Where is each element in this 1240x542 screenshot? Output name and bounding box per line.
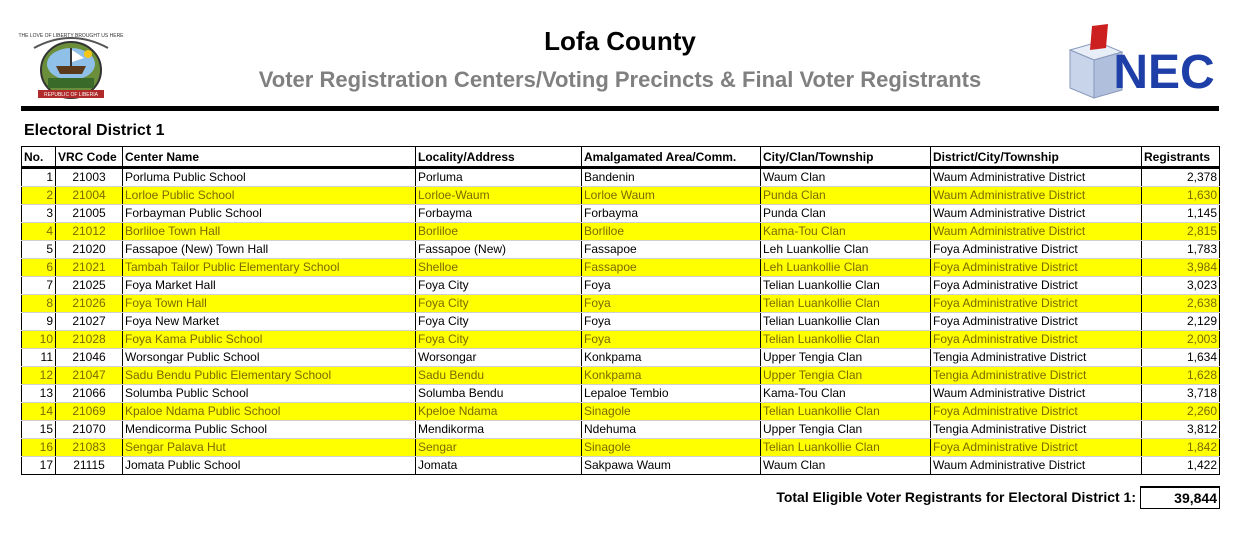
cell-no: 5 [22, 241, 56, 259]
cell-vrc-code: 21020 [56, 241, 123, 259]
cell-city-clan: Upper Tengia Clan [761, 367, 931, 385]
cell-amalgamated-area: Forbayma [582, 205, 761, 223]
cell-registrants: 2,260 [1142, 403, 1220, 421]
cell-vrc-code: 21083 [56, 439, 123, 457]
cell-no: 9 [22, 313, 56, 331]
page-title: Lofa County [544, 26, 696, 56]
cell-registrants: 1,842 [1142, 439, 1220, 457]
cell-amalgamated-area: Fassapoe [582, 259, 761, 277]
cell-registrants: 3,984 [1142, 259, 1220, 277]
cell-center-name: Foya Market Hall [123, 277, 416, 295]
cell-city-clan: Upper Tengia Clan [761, 349, 931, 367]
table-row [22, 187, 1220, 205]
cell-district: Waum Administrative District [931, 187, 1142, 205]
cell-district: Foya Administrative District [931, 295, 1142, 313]
cell-no: 11 [22, 349, 56, 367]
cell-registrants: 3,812 [1142, 421, 1220, 439]
cell-locality: Foya City [416, 313, 582, 331]
cell-no: 4 [22, 223, 56, 241]
seal-motto: THE LOVE OF LIBERTY BROUGHT US HERE [18, 33, 124, 39]
table-header-row [22, 147, 1220, 168]
cell-center-name: Sadu Bendu Public Elementary School [123, 367, 416, 385]
column-header-center-name: Center Name [123, 147, 416, 168]
cell-locality: Mendikorma [416, 421, 582, 439]
cell-center-name: Foya Kama Public School [123, 331, 416, 349]
cell-city-clan: Punda Clan [761, 205, 931, 223]
cell-city-clan: Leh Luankollie Clan [761, 259, 931, 277]
cell-city-clan: Kama-Tou Clan [761, 385, 931, 403]
cell-vrc-code: 21004 [56, 187, 123, 205]
nec-logo-icon [1064, 24, 1215, 104]
cell-vrc-code: 21026 [56, 295, 123, 313]
table-row [22, 439, 1220, 457]
cell-vrc-code: 21005 [56, 205, 123, 223]
cell-district: Waum Administrative District [931, 457, 1142, 475]
table-row [22, 403, 1220, 421]
cell-amalgamated-area: Bandenin [582, 168, 761, 187]
table-row [22, 349, 1220, 367]
cell-no: 6 [22, 259, 56, 277]
cell-amalgamated-area: Lorloe Waum [582, 187, 761, 205]
cell-vrc-code: 21069 [56, 403, 123, 421]
cell-no: 7 [22, 277, 56, 295]
table-row [22, 457, 1220, 475]
cell-district: Tengia Administrative District [931, 421, 1142, 439]
cell-district: Tengia Administrative District [931, 349, 1142, 367]
cell-no: 15 [22, 421, 56, 439]
cell-locality: Kpeloe Ndama [416, 403, 582, 421]
cell-district: Foya Administrative District [931, 331, 1142, 349]
column-header-locality: Locality/Address [416, 147, 582, 168]
cell-locality: Solumba Bendu [416, 385, 582, 403]
cell-district: Waum Administrative District [931, 223, 1142, 241]
cell-locality: Sadu Bendu [416, 367, 582, 385]
cell-no: 13 [22, 385, 56, 403]
registration-table [21, 146, 1220, 475]
cell-vrc-code: 21021 [56, 259, 123, 277]
district-heading: Electoral District 1 [24, 122, 165, 139]
table-row [22, 313, 1220, 331]
cell-registrants: 3,023 [1142, 277, 1220, 295]
cell-registrants: 2,129 [1142, 313, 1220, 331]
cell-center-name: Tambah Tailor Public Elementary School [123, 259, 416, 277]
cell-amalgamated-area: Konkpama [582, 367, 761, 385]
cell-registrants: 1,634 [1142, 349, 1220, 367]
cell-locality: Worsongar [416, 349, 582, 367]
cell-city-clan: Telian Luankollie Clan [761, 277, 931, 295]
cell-amalgamated-area: Sakpawa Waum [582, 457, 761, 475]
page-subtitle: Voter Registration Centers/Voting Precincts & Final Voter Registrants [258, 67, 982, 92]
cell-center-name: Lorloe Public School [123, 187, 416, 205]
cell-amalgamated-area: Sinagole [582, 403, 761, 421]
cell-no: 3 [22, 205, 56, 223]
cell-no: 2 [22, 187, 56, 205]
cell-locality: Borliloe [416, 223, 582, 241]
cell-registrants: 3,718 [1142, 385, 1220, 403]
cell-registrants: 1,783 [1142, 241, 1220, 259]
column-header-city-clan: City/Clan/Township [761, 147, 931, 168]
cell-amalgamated-area: Foya [582, 295, 761, 313]
table-row [22, 277, 1220, 295]
cell-amalgamated-area: Konkpama [582, 349, 761, 367]
cell-center-name: Jomata Public School [123, 457, 416, 475]
cell-district: Waum Administrative District [931, 385, 1142, 403]
cell-vrc-code: 21028 [56, 331, 123, 349]
cell-center-name: Porluma Public School [123, 168, 416, 187]
cell-center-name: Solumba Public School [123, 385, 416, 403]
cell-district: Tengia Administrative District [931, 367, 1142, 385]
cell-registrants: 1,630 [1142, 187, 1220, 205]
cell-center-name: Fassapoe (New) Town Hall [123, 241, 416, 259]
cell-amalgamated-area: Foya [582, 331, 761, 349]
page-header [0, 0, 1240, 110]
cell-locality: Foya City [416, 295, 582, 313]
total-label: Total Eligible Voter Registrants for Electoral District 1: [776, 489, 1136, 505]
cell-amalgamated-area: Ndehuma [582, 421, 761, 439]
table-row [22, 223, 1220, 241]
cell-vrc-code: 21115 [56, 457, 123, 475]
cell-district: Waum Administrative District [931, 168, 1142, 187]
cell-city-clan: Telian Luankollie Clan [761, 403, 931, 421]
cell-no: 8 [22, 295, 56, 313]
cell-registrants: 2,815 [1142, 223, 1220, 241]
column-header-vrc-code: VRC Code [56, 147, 123, 168]
cell-registrants: 2,378 [1142, 168, 1220, 187]
cell-city-clan: Telian Luankollie Clan [761, 313, 931, 331]
cell-center-name: Kpaloe Ndama Public School [123, 403, 416, 421]
cell-city-clan: Waum Clan [761, 457, 931, 475]
table-row [22, 367, 1220, 385]
cell-district: Foya Administrative District [931, 241, 1142, 259]
cell-city-clan: Punda Clan [761, 187, 931, 205]
cell-locality: Shelloe [416, 259, 582, 277]
cell-city-clan: Upper Tengia Clan [761, 421, 931, 439]
cell-registrants: 1,145 [1142, 205, 1220, 223]
cell-vrc-code: 21012 [56, 223, 123, 241]
cell-no: 1 [22, 168, 56, 187]
cell-no: 16 [22, 439, 56, 457]
cell-vrc-code: 21027 [56, 313, 123, 331]
cell-district: Foya Administrative District [931, 313, 1142, 331]
cell-registrants: 1,422 [1142, 457, 1220, 475]
cell-district: Waum Administrative District [931, 205, 1142, 223]
table-row [22, 205, 1220, 223]
cell-amalgamated-area: Borliloe [582, 223, 761, 241]
cell-district: Foya Administrative District [931, 403, 1142, 421]
table-row [22, 241, 1220, 259]
cell-registrants: 2,003 [1142, 331, 1220, 349]
cell-registrants: 2,638 [1142, 295, 1220, 313]
column-header-district: District/City/Township [931, 147, 1142, 168]
seal-caption: REPUBLIC OF LIBERIA [44, 92, 98, 98]
cell-registrants: 1,628 [1142, 367, 1220, 385]
nec-logo-text: NEC [1113, 46, 1215, 99]
cell-locality: Foya City [416, 277, 582, 295]
cell-locality: Forbayma [416, 205, 582, 223]
cell-district: Foya Administrative District [931, 277, 1142, 295]
cell-district: Foya Administrative District [931, 439, 1142, 457]
cell-vrc-code: 21070 [56, 421, 123, 439]
column-header-amalgamated-area: Amalgamated Area/Comm. [582, 147, 761, 168]
cell-amalgamated-area: Foya [582, 313, 761, 331]
column-header-no: No. [22, 147, 56, 168]
cell-city-clan: Waum Clan [761, 168, 931, 187]
cell-no: 17 [22, 457, 56, 475]
cell-city-clan: Telian Luankollie Clan [761, 295, 931, 313]
cell-center-name: Foya Town Hall [123, 295, 416, 313]
cell-locality: Porluma [416, 168, 582, 187]
cell-vrc-code: 21046 [56, 349, 123, 367]
cell-center-name: Borliloe Town Hall [123, 223, 416, 241]
cell-locality: Foya City [416, 331, 582, 349]
table-row [22, 295, 1220, 313]
cell-center-name: Mendicorma Public School [123, 421, 416, 439]
table-row [22, 259, 1220, 277]
cell-city-clan: Telian Luankollie Clan [761, 439, 931, 457]
table-row [22, 331, 1220, 349]
cell-vrc-code: 21003 [56, 168, 123, 187]
cell-city-clan: Kama-Tou Clan [761, 223, 931, 241]
table-row [22, 168, 1220, 187]
cell-amalgamated-area: Sinagole [582, 439, 761, 457]
table-row [22, 421, 1220, 439]
cell-city-clan: Leh Luankollie Clan [761, 241, 931, 259]
cell-locality: Jomata [416, 457, 582, 475]
cell-center-name: Worsongar Public School [123, 349, 416, 367]
cell-vrc-code: 21047 [56, 367, 123, 385]
table-row [22, 385, 1220, 403]
cell-vrc-code: 21025 [56, 277, 123, 295]
cell-amalgamated-area: Fassapoe [582, 241, 761, 259]
cell-locality: Fassapoe (New) [416, 241, 582, 259]
cell-locality: Sengar [416, 439, 582, 457]
cell-no: 10 [22, 331, 56, 349]
cell-center-name: Sengar Palava Hut [123, 439, 416, 457]
cell-amalgamated-area: Lepaloe Tembio [582, 385, 761, 403]
total-value: 39,844 [1140, 486, 1220, 509]
cell-no: 12 [22, 367, 56, 385]
cell-vrc-code: 21066 [56, 385, 123, 403]
cell-amalgamated-area: Foya [582, 277, 761, 295]
cell-center-name: Forbayman Public School [123, 205, 416, 223]
cell-district: Foya Administrative District [931, 259, 1142, 277]
cell-no: 14 [22, 403, 56, 421]
header-divider [21, 106, 1219, 111]
cell-locality: Lorloe-Waum [416, 187, 582, 205]
cell-city-clan: Telian Luankollie Clan [761, 331, 931, 349]
column-header-registrants: Registrants [1142, 147, 1220, 168]
cell-center-name: Foya New Market [123, 313, 416, 331]
